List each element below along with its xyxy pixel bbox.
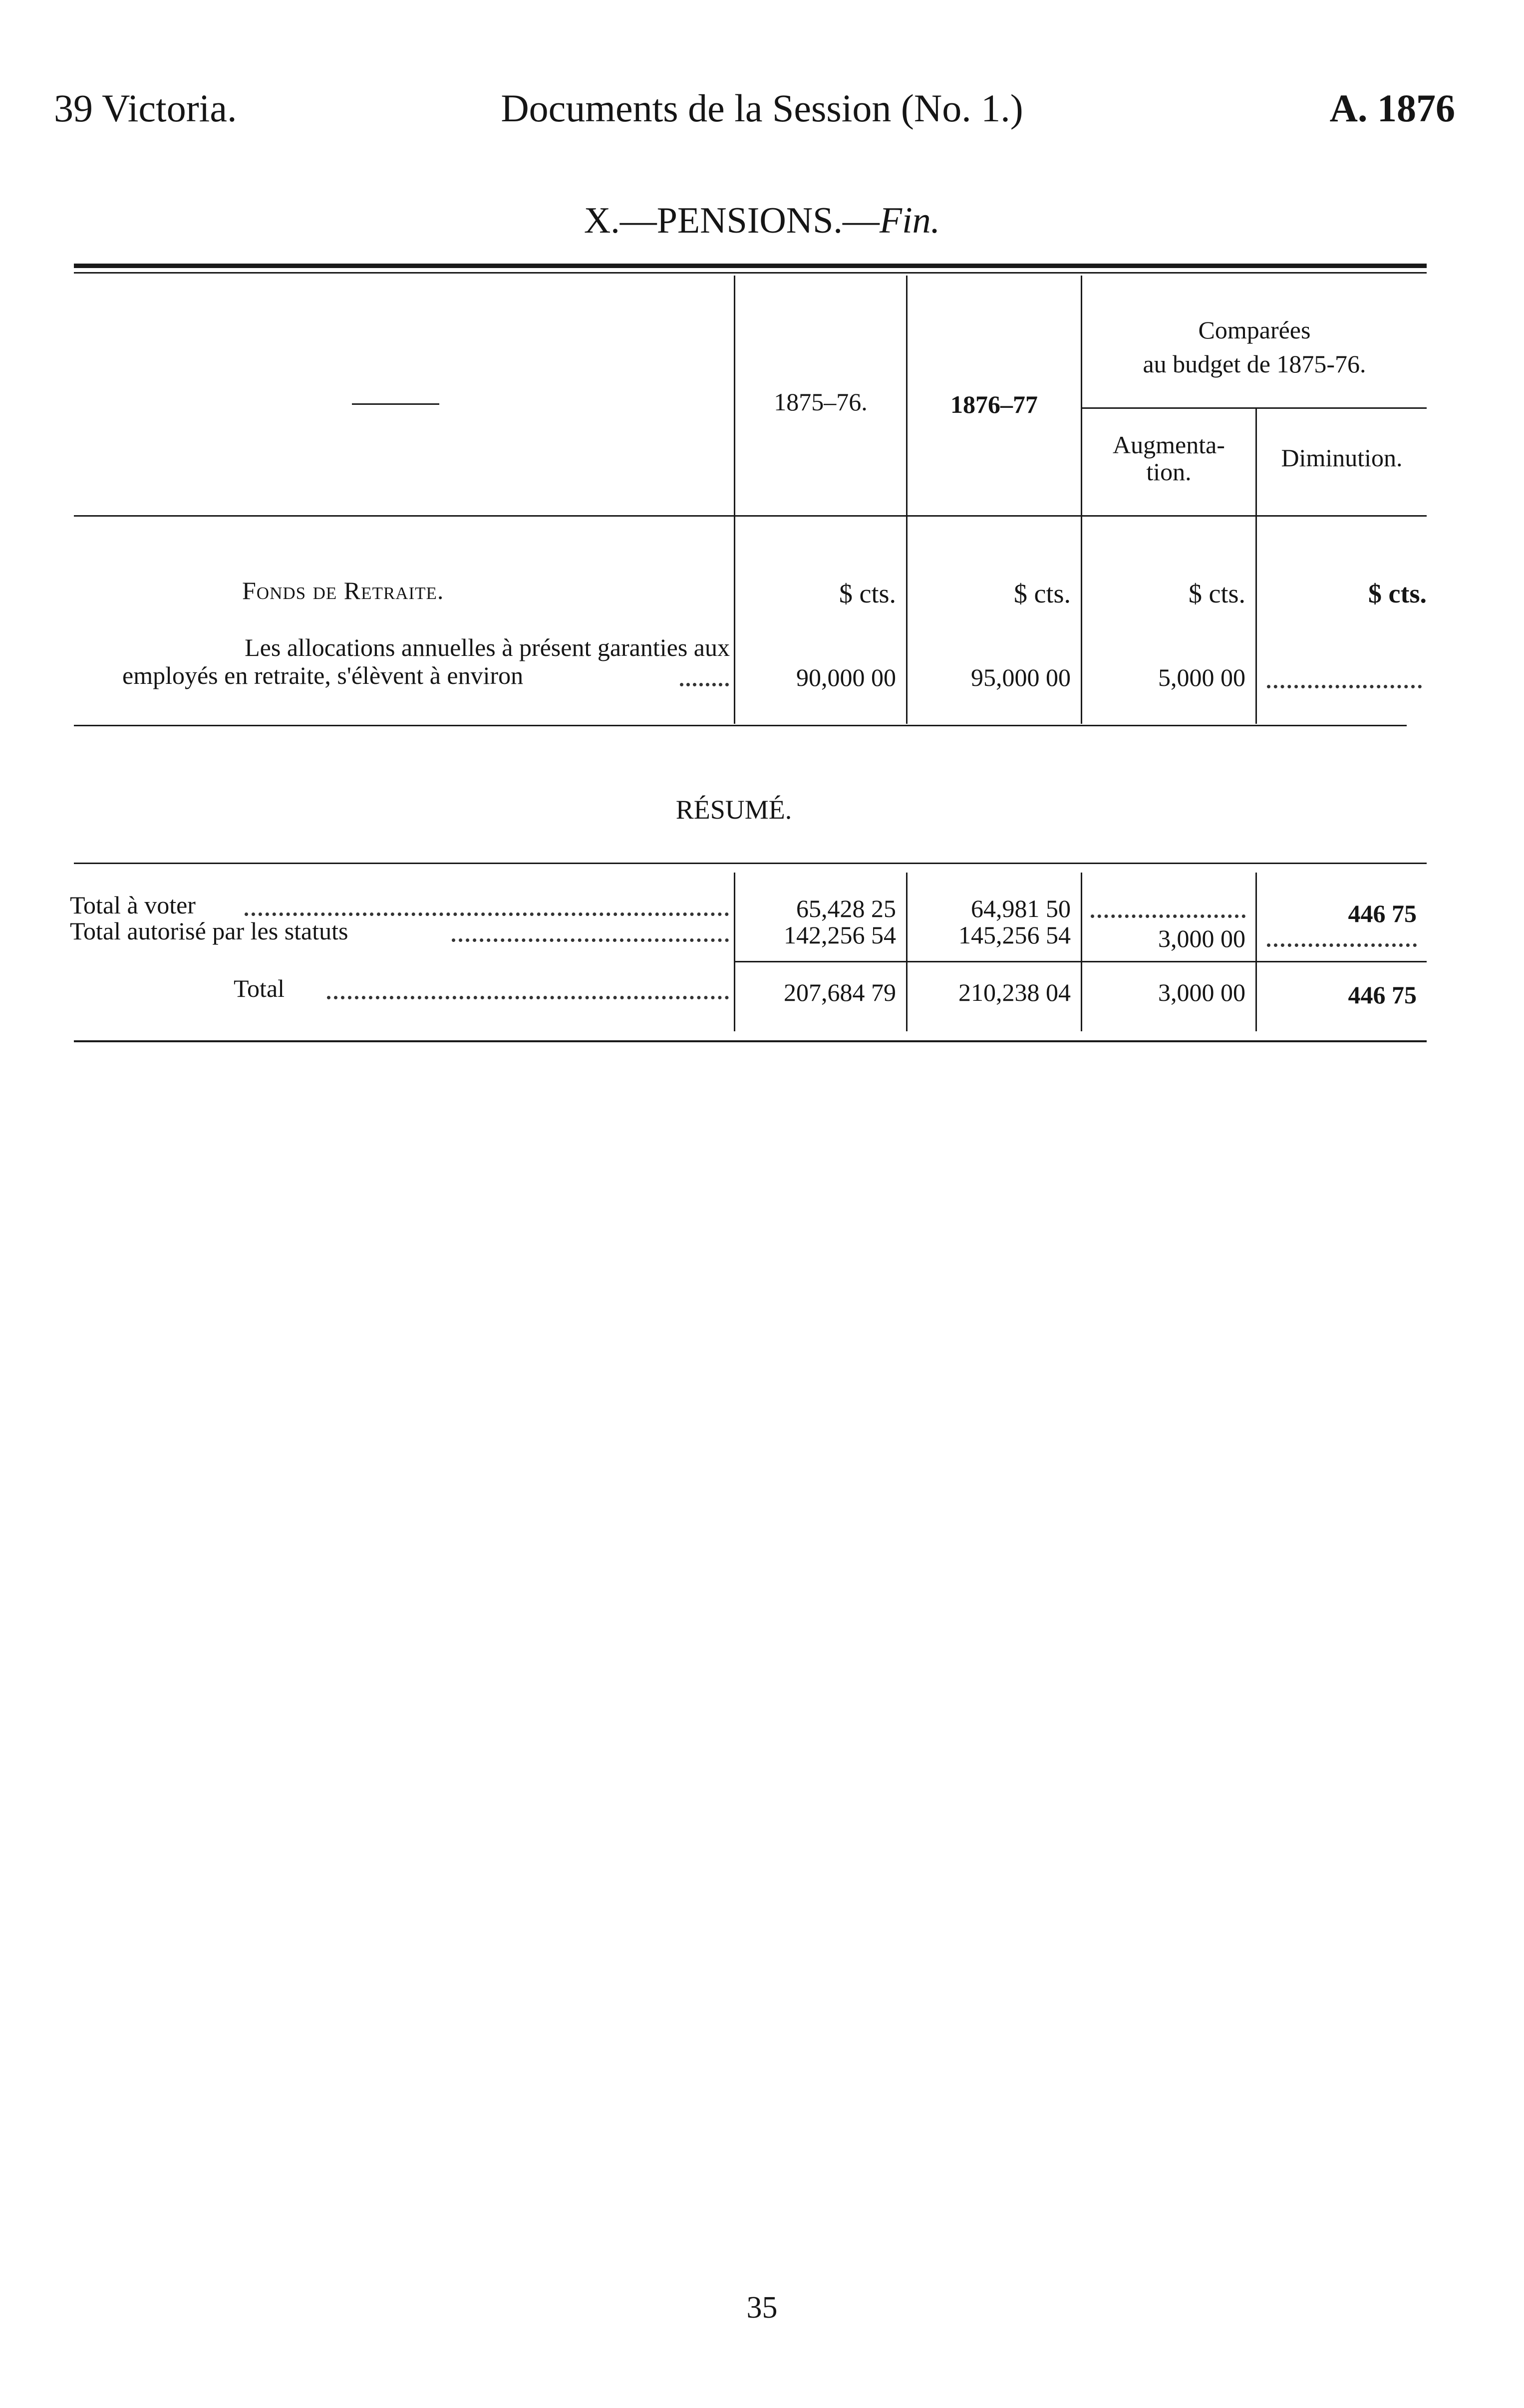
- compare-header-rule: [1081, 407, 1427, 409]
- resume-col-rule-4: [1255, 873, 1257, 1031]
- resume-row-label-total-a-voter: Total à voter: [70, 891, 196, 919]
- row-leader-dots: [680, 683, 729, 686]
- resume-row-2-value-1875-76: 142,256 54: [784, 921, 896, 949]
- resume-row-1-leader: [245, 912, 729, 916]
- row-value-1876-77: 95,000 00: [971, 663, 1071, 691]
- resume-row-2-value-augmentation: 3,000 00: [1158, 924, 1245, 952]
- resume-total-leader: [327, 996, 729, 999]
- resume-row-1-value-1875-76: 65,428 25: [796, 895, 896, 922]
- resume-row-label-total-autorise: Total autorisé par les statuts: [70, 917, 348, 945]
- resume-row-2-leader: [452, 938, 729, 942]
- header-bottom-rule: [74, 515, 1427, 517]
- resume-row-1-value-diminution: 446 75: [1348, 900, 1417, 927]
- resume-col-rule-3: [1081, 873, 1082, 1031]
- resume-total-value-1875-76: 207,684 79: [784, 978, 896, 1006]
- top-rule-thin: [74, 272, 1427, 274]
- table-bottom-rule: [74, 725, 1407, 726]
- table-col-rule-2: [906, 276, 908, 724]
- row-value-diminution-dots: [1267, 685, 1422, 688]
- top-rule-thick: [74, 264, 1427, 268]
- compare-header-line2: au budget de 1875-76.: [1143, 350, 1366, 378]
- section-title: [0, 200, 1524, 242]
- col-header-augmentation-line2: tion.: [1146, 458, 1192, 486]
- resume-bottom-rule: [74, 1040, 1427, 1042]
- resume-top-rule: [74, 863, 1427, 864]
- row-label-line2: employés en retraite, s'élèvent à environ: [122, 661, 524, 689]
- resume-subtotal-rule: [734, 961, 1427, 962]
- row-label-line1: Les allocations annuelles à présent garanties aux: [245, 633, 730, 661]
- resume-total-value-augmentation: 3,000 00: [1158, 978, 1245, 1006]
- resume-row-2-diminution-dots: [1267, 943, 1417, 947]
- page-number: 35: [746, 2291, 778, 2325]
- resume-total-value-diminution: 446 75: [1348, 981, 1417, 1009]
- section-title-suffix: Fin.: [879, 200, 940, 241]
- resume-row-2-value-1876-77: 145,256 54: [958, 921, 1071, 949]
- group-label-fonds-de-retraite: Fonds de Retraite.: [242, 577, 444, 604]
- row-value-1875-76: 90,000 00: [796, 663, 896, 691]
- compare-header-line1: Comparées: [1198, 316, 1311, 344]
- header-year: A. 1876: [1329, 86, 1455, 130]
- unit-col-4: $ cts.: [1368, 579, 1427, 608]
- header-volume: 39 Victoria.: [54, 86, 237, 130]
- resume-row-1-augmentation-dots: [1091, 914, 1245, 918]
- unit-col-1: $ cts.: [839, 579, 896, 608]
- col-header-1876-77: 1876–77: [950, 390, 1038, 418]
- table-col-rule-3: [1081, 276, 1082, 724]
- header-dash: [352, 403, 439, 405]
- header-document-title: Documents de la Session (No. 1.): [501, 86, 1023, 130]
- resume-title: RÉSUMÉ.: [675, 795, 792, 825]
- resume-total-label: Total: [234, 974, 285, 1002]
- col-header-diminution: Diminution.: [1281, 444, 1403, 472]
- col-header-augmentation-line1: Augmenta-: [1113, 431, 1225, 459]
- col-header-1875-76: 1875–76.: [774, 388, 868, 416]
- unit-col-2: $ cts.: [1014, 579, 1071, 608]
- resume-total-value-1876-77: 210,238 04: [958, 978, 1071, 1006]
- unit-col-3: $ cts.: [1189, 579, 1245, 608]
- resume-row-1-value-1876-77: 64,981 50: [971, 895, 1071, 922]
- row-value-augmentation: 5,000 00: [1158, 663, 1245, 691]
- table-col-rule-1: [734, 276, 735, 724]
- section-title-main: X.—PENSIONS.—: [584, 200, 880, 241]
